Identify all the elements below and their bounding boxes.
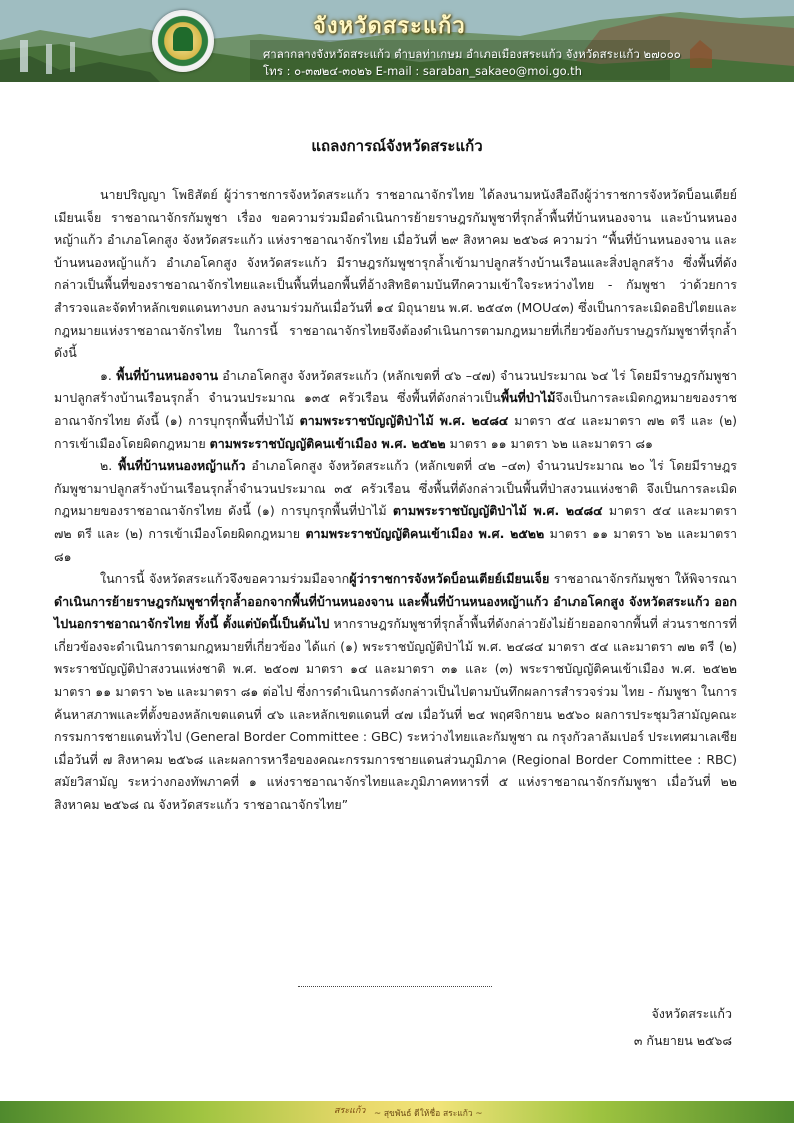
request-action: ดำเนินการย้ายราษฎรกัมพูชาที่รุกล้ำออกจากพื้นที่บ้านหนองจาน และพื้นที่บ้านหนองหญ้าแก้ว อำเภอโคกสูง จังหวัดสระแก้ว ออกไปนอกราชอาณาจักรไทย ทั้งนี้ ตั้งแต่บัดนี้เป็นต้นไป [54, 593, 737, 632]
header-contact: โทร : ๐-๓๗๒๔-๓๐๒๖ E-mail : saraban_sakaeo@moi.go.th [263, 64, 582, 78]
item-2-immigration-act: ตามพระราชบัญญัติคนเข้าเมือง พ.ศ. ๒๕๒๒ [305, 525, 545, 541]
header-banner [0, 0, 794, 82]
item-2-text-e: มาตรา ๑๑ มาตรา ๖๒ และมาตรา ๘๑ [54, 525, 737, 564]
item-1-paragraph [54, 365, 737, 455]
document-body [54, 184, 737, 817]
header-title: จังหวัดสระแก้ว [313, 14, 466, 39]
request-paragraph [54, 568, 737, 817]
footer-slogan: ~ สุขพันธ์ ดีให้ชื่อ สระแก้ว ~ [374, 1109, 483, 1119]
item-2-forest-act: ตามพระราชบัญญัติป่าไม้ พ.ศ. ๒๔๘๔ [392, 503, 603, 519]
item-1-text-a: อำเภอโคกสูง จังหวัดสระแก้ว (หลักเขตที่ ๔๖ –๔๗) จำนวนประมาณ ๖๔ ไร่ โดยมีราษฎรกัมพูชามาปลูกสร้างบ้านเรือนรุกล้ำ จำนวนประมาณ ๑๓๕ ครัวเรือน ซึ่งพื้นที่ดังกล่าวเป็น [54, 367, 737, 406]
item-1-text-c: จึงเป็นการละเมิดกฎหมายของราชอาณาจักรไทย ดังนี้ (๑) การบุกรุกพื้นที่ป่าไม้ [54, 390, 737, 428]
footer-logo: สระแก้ว [334, 1106, 366, 1116]
document-title: แถลงการณ์จังหวัดสระแก้ว [311, 137, 483, 155]
signature-line [298, 986, 492, 987]
item-1-text-g: มาตรา ๑๑ มาตรา ๖๒ และมาตรา ๘๑ [445, 435, 653, 451]
footer-banner [0, 1101, 794, 1123]
item-1-number: ๑. [100, 367, 117, 383]
item-1-heading: พื้นที่บ้านหนองจาน [116, 367, 219, 383]
intro-paragraph [54, 184, 737, 365]
item-1-immigration-act: ตามพระราชบัญญัติคนเข้าเมือง พ.ศ. ๒๕๒๒ [209, 435, 446, 451]
item-2-paragraph [54, 455, 737, 568]
item-2-text-c: มาตรา ๕๔ และมาตรา ๗๒ ตรี และ (๒) การเข้าเมืองโดยผิดกฎหมาย [54, 503, 737, 541]
item-1-forest-act: ตามพระราชบัญญัติป่าไม้ พ.ศ. ๒๔๘๔ [299, 412, 509, 428]
request-text-a: ในการนี้ จังหวัดสระแก้วจึงขอความร่วมมือจาก [100, 571, 350, 587]
item-2-heading: พื้นที่บ้านหนองหญ้าแก้ว [118, 458, 246, 474]
request-text-e: หากราษฎรกัมพูชาที่รุกล้ำพื้นที่ดังกล่าวยังไม่ย้ายออกจากพื้นที่ ส่วนราชการที่เกี่ยวข้องจะดำเนินการตามกฎหมายที่เกี่ยวข้อง ได้แก่ (๑) พระราชบัญญัติป่าไม้ พ.ศ. ๒๔๘๔ มาตรา ๕๔ และมาตรา ๗๒ ตรี (๒) พระราชบัญญัติป่าสงวนแห่งชาติ พ.ศ. ๒๕๐๗ มาตรา ๑๔ และมาตรา ๓๑ และ (๓) พระราชบัญญัติคนเข้าเมือง พ.ศ. ๒๕๒๒ มาตรา ๑๑ มาตรา ๖๒ และมาตรา ๘๑ ต่อไป ซึ่งการดำเนินการดังกล่าวเป็นไปตามบันทึกผลการสำรวจร่วม ไทย - กัมพูชา ในการค้นหาสภาพและที่ตั้งของหลักเขตแดนที่ ๔๖ และหลักเขตแดนที่ ๔๗ เมื่อวันที่ ๒๔ พฤศจิกายน ๒๕๖๐ ผลการประชุมวิสามัญคณะกรรมการชายแดนทั่วไป (General Border Committee : GBC) ระหว่างไทยและกัมพูชา ณ กรุงกัวลาลัมเปอร์ ประเทศมาเลเซีย เมื่อวันที่ ๗ สิงหาคม ๒๕๖๘ และผลการหารือของคณะกรรมการชายแดนส่วนภูมิภาค (Regional Border Committee : RBC) สมัยวิสามัญ ระหว่างกองทัพภาคที่ ๑ แห่งราชอาณาจักรไทยและภูมิภาคทหารที่ ๕ แห่งราชอาณาจักรกัมพูชา เมื่อวันที่ ๒๒ สิงหาคม ๒๕๖๘ ณ จังหวัดสระแก้ว ราชอาณาจักรไทย” [54, 616, 737, 813]
province-seal-logo [152, 10, 214, 72]
request-governor: ผู้ว่าราชการจังหวัดบ็อนเตียย์เมียนเจ็ย [349, 571, 550, 587]
signature-date: ๓ กันยายน ๒๕๖๘ [633, 1033, 732, 1048]
item-1-forest-area: พื้นที่ป่าไม้ [500, 390, 556, 406]
intro-text: นายปริญญา โพธิสัตย์ ผู้ว่าราชการจังหวัดสระแก้ว ราชอาณาจักรไทย ได้ลงนามหนังสือถึงผู้ว่าราชการจังหวัดบ็อนเตียย์เมียนเจ็ย ราชอาณาจักรกัมพูชา เรื่อง ขอความร่วมมือดำเนินการย้ายราษฎรกัมพูชาที่รุกล้ำพื้นที่บ้านหนองจาน และบ้านหนองหญ้าแก้ว อำเภอโคกสูง จังหวัดสระแก้ว แห่งราชอาณาจักรไทย เมื่อวันที่ ๒๙ สิงหาคม ๒๕๖๘ ความว่า “พื้นที่บ้านหนองจาน และบ้านหนองหญ้าแก้ว อำเภอโคกสูง จังหวัดสระแก้ว มีราษฎรกัมพูชารุกล้ำเข้ามาปลูกสร้างบ้านเรือนและสิ่งปลูกสร้าง ซึ่งพื้นที่ดังกล่าวเป็นพื้นที่ของราชอาณาจักรไทยและเป็นพื้นที่นอกพื้นที่อ้างสิทธิตามบันทึกความเข้าใจระหว่างไทย - กัมพูชา ว่าด้วยการสำรวจและจัดทำหลักเขตแดนทางบก ลงนามร่วมกันเมื่อวันที่ ๑๔ มิถุนายน พ.ศ. ๒๕๔๓ (MOU๔๓) ซึ่งเป็นการละเมิดอธิปไตยและกฎหมายแห่งราชอาณาจักรไทย ในการนี้ ราชอาณาจักรไทยจึงต้องดำเนินการตามกฎหมายที่เกี่ยวข้องกับราษฎรกัมพูชาที่รุกล้ำ ดังนี้ [54, 187, 737, 361]
signature-organization: จังหวัดสระแก้ว [651, 1006, 732, 1021]
request-text-c: ราชอาณาจักรกัมพูชา ให้พิจารณา [549, 571, 738, 587]
header-address: ศาลากลางจังหวัดสระแก้ว ตำบลท่าเกษม อำเภอเมืองสระแก้ว จังหวัดสระแก้ว ๒๗๐๐๐ [263, 47, 681, 61]
item-2-number: ๒. [100, 458, 119, 474]
item-1-text-e: มาตรา ๕๔ และมาตรา ๗๒ ตรี และ (๒) การเข้าเมืองโดยผิดกฎหมาย [54, 412, 737, 451]
item-2-text-a: อำเภอโคกสูง จังหวัดสระแก้ว (หลักเขตที่ ๔๒ –๔๓) จำนวนประมาณ ๒๐ ไร่ โดยมีราษฎรกัมพูชามาปลูกสร้างบ้านเรือนรุกล้ำจำนวนประมาณ ๓๕ ครัวเรือน ซึ่งพื้นที่ดังกล่าวเป็นพื้นที่ป่าสงวนแห่งชาติ จึงเป็นการละเมิดกฎหมายของราชอาณาจักรไทย ดังนี้ (๑) การบุกรุกพื้นที่ป่าไม้ [54, 458, 738, 519]
